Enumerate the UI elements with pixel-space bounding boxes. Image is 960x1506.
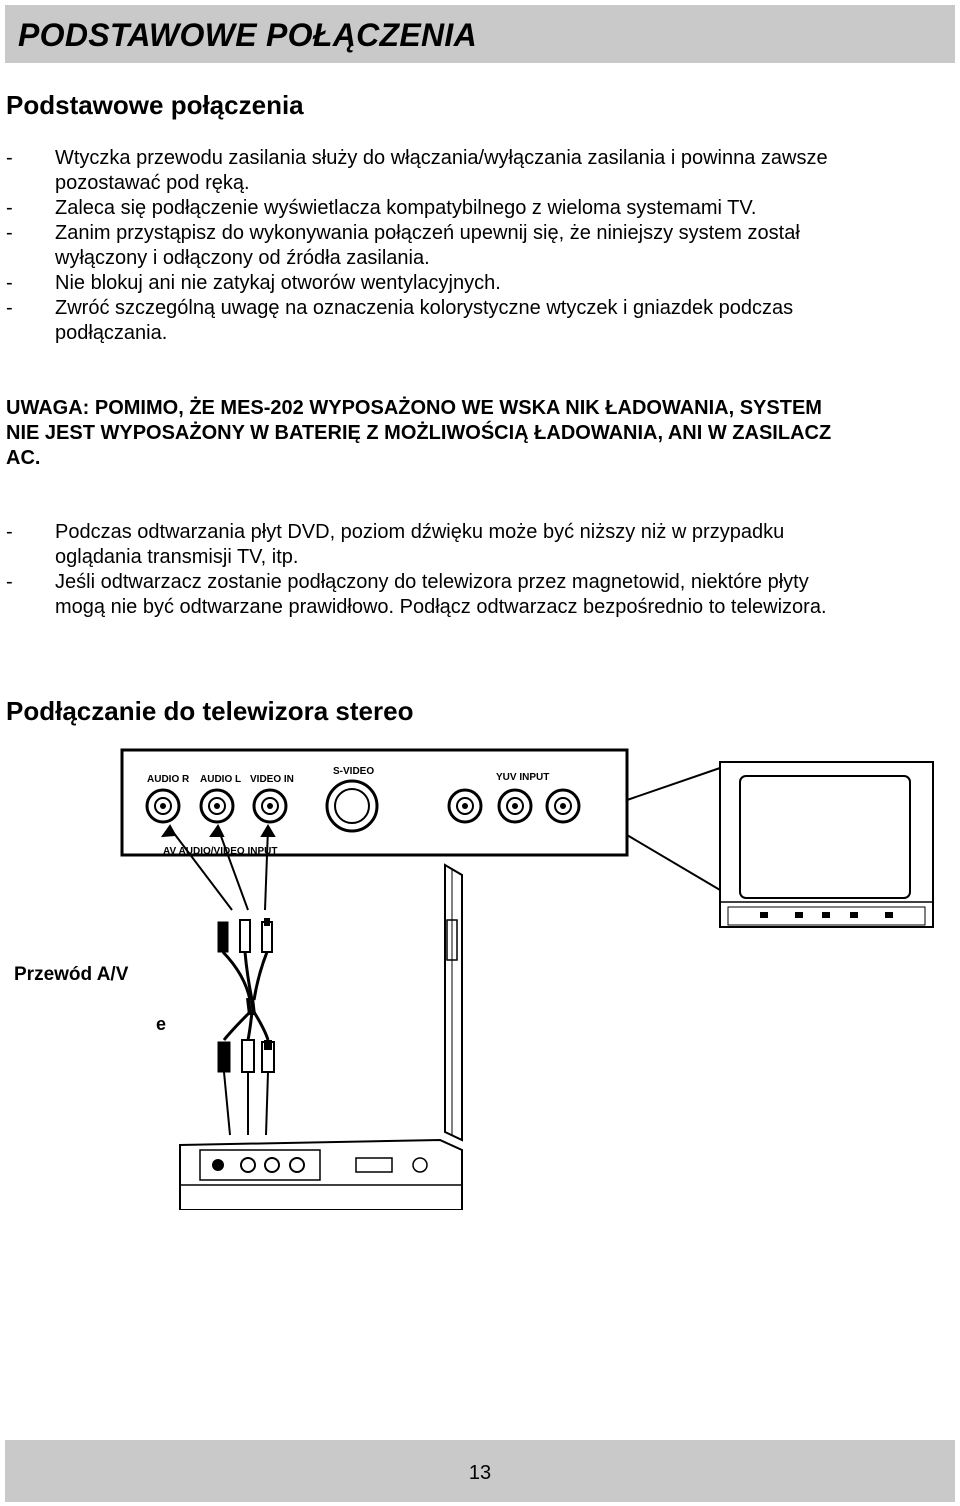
av-cable: [218, 918, 274, 1135]
footer-bar: [5, 1440, 955, 1502]
portable-player: [180, 865, 462, 1210]
list-item: - Zwróć szczególną uwagę na oznaczenia kolorystyczne wtyczek i gniazdek podczas podłączania.: [6, 297, 794, 344]
label-yuv-input: YUV INPUT: [496, 772, 550, 783]
jack-yuv-u: [499, 790, 531, 822]
list-item: - Zaleca się podłączenie wyświetlacza kompatybilnego z wieloma systemami TV.: [6, 197, 757, 219]
page-number: 13: [468, 1462, 492, 1484]
label-s-video: S-VIDEO: [333, 766, 375, 777]
page-header-title: PODSTAWOWE POŁĄCZENIA: [18, 17, 478, 53]
stray-mark: e: [156, 1014, 167, 1034]
panel-connector-line: [627, 835, 720, 890]
panel-connector-line: [627, 768, 720, 800]
list-item: - Wtyczka przewodu zasilania służy do włączania/wyłączania zasilania i powinna zawsze pozostawać pod ręką.: [6, 147, 828, 194]
list-item: - Zanim przystąpisz do wykonywania połączeń upewnij się, że niniejszy system został wyłączony i odłączony od źródła zasilania.: [6, 222, 800, 269]
list-item: - Podczas odtwarzania płyt DVD, poziom dźwięku może być niższy niż w przypadku oglądania transmisji TV, itp.: [6, 521, 785, 568]
jack-yuv-v: [547, 790, 579, 822]
jack-yuv-y: [449, 790, 481, 822]
jack-audio-l: [201, 790, 233, 822]
section-title-tv-stereo: Podłączanie do telewizora stereo: [6, 696, 414, 726]
warning-note: UWAGA: POMIMO, ŻE MES-202 WYPOSAŻONO WE WSKA NIK ŁADOWANIA, SYSTEM NIE JEST WYPOSAŻONY W BATERIĘ Z MOŻLIWOŚCIĄ ŁADOWANIA, ANI W ZASILACZ AC.: [6, 397, 832, 469]
section-title-basic-connections: Podstawowe połączenia: [6, 90, 304, 120]
header-bar: [5, 5, 955, 63]
playback-notes-list: [0, 520, 940, 620]
connection-diagram: [0, 740, 960, 1210]
jack-audio-r: [147, 790, 179, 822]
jack-s-video: [327, 781, 377, 831]
label-av-input: AV AUDIO/VIDEO INPUT: [163, 846, 278, 857]
label-audio-r: AUDIO R: [147, 774, 190, 785]
list-item: - Jeśli odtwarzacz zostanie podłączony do telewizora przez magnetowid, niektóre płyty mogą nie być odtwarzane prawidłowo. Podłącz odtwarzacz bezpośrednio to telewizora.: [6, 571, 827, 618]
jack-video-in: [254, 790, 286, 822]
basic-connections-list: [0, 146, 940, 346]
label-video-in: VIDEO IN: [250, 774, 294, 785]
list-item: - Nie blokuj ani nie zatykaj otworów wentylacyjnych.: [6, 272, 501, 294]
television: [720, 762, 933, 927]
label-audio-l: AUDIO L: [200, 774, 242, 785]
cable-label: Przewód A/V: [14, 964, 129, 985]
tv-back-panel: [122, 750, 627, 857]
